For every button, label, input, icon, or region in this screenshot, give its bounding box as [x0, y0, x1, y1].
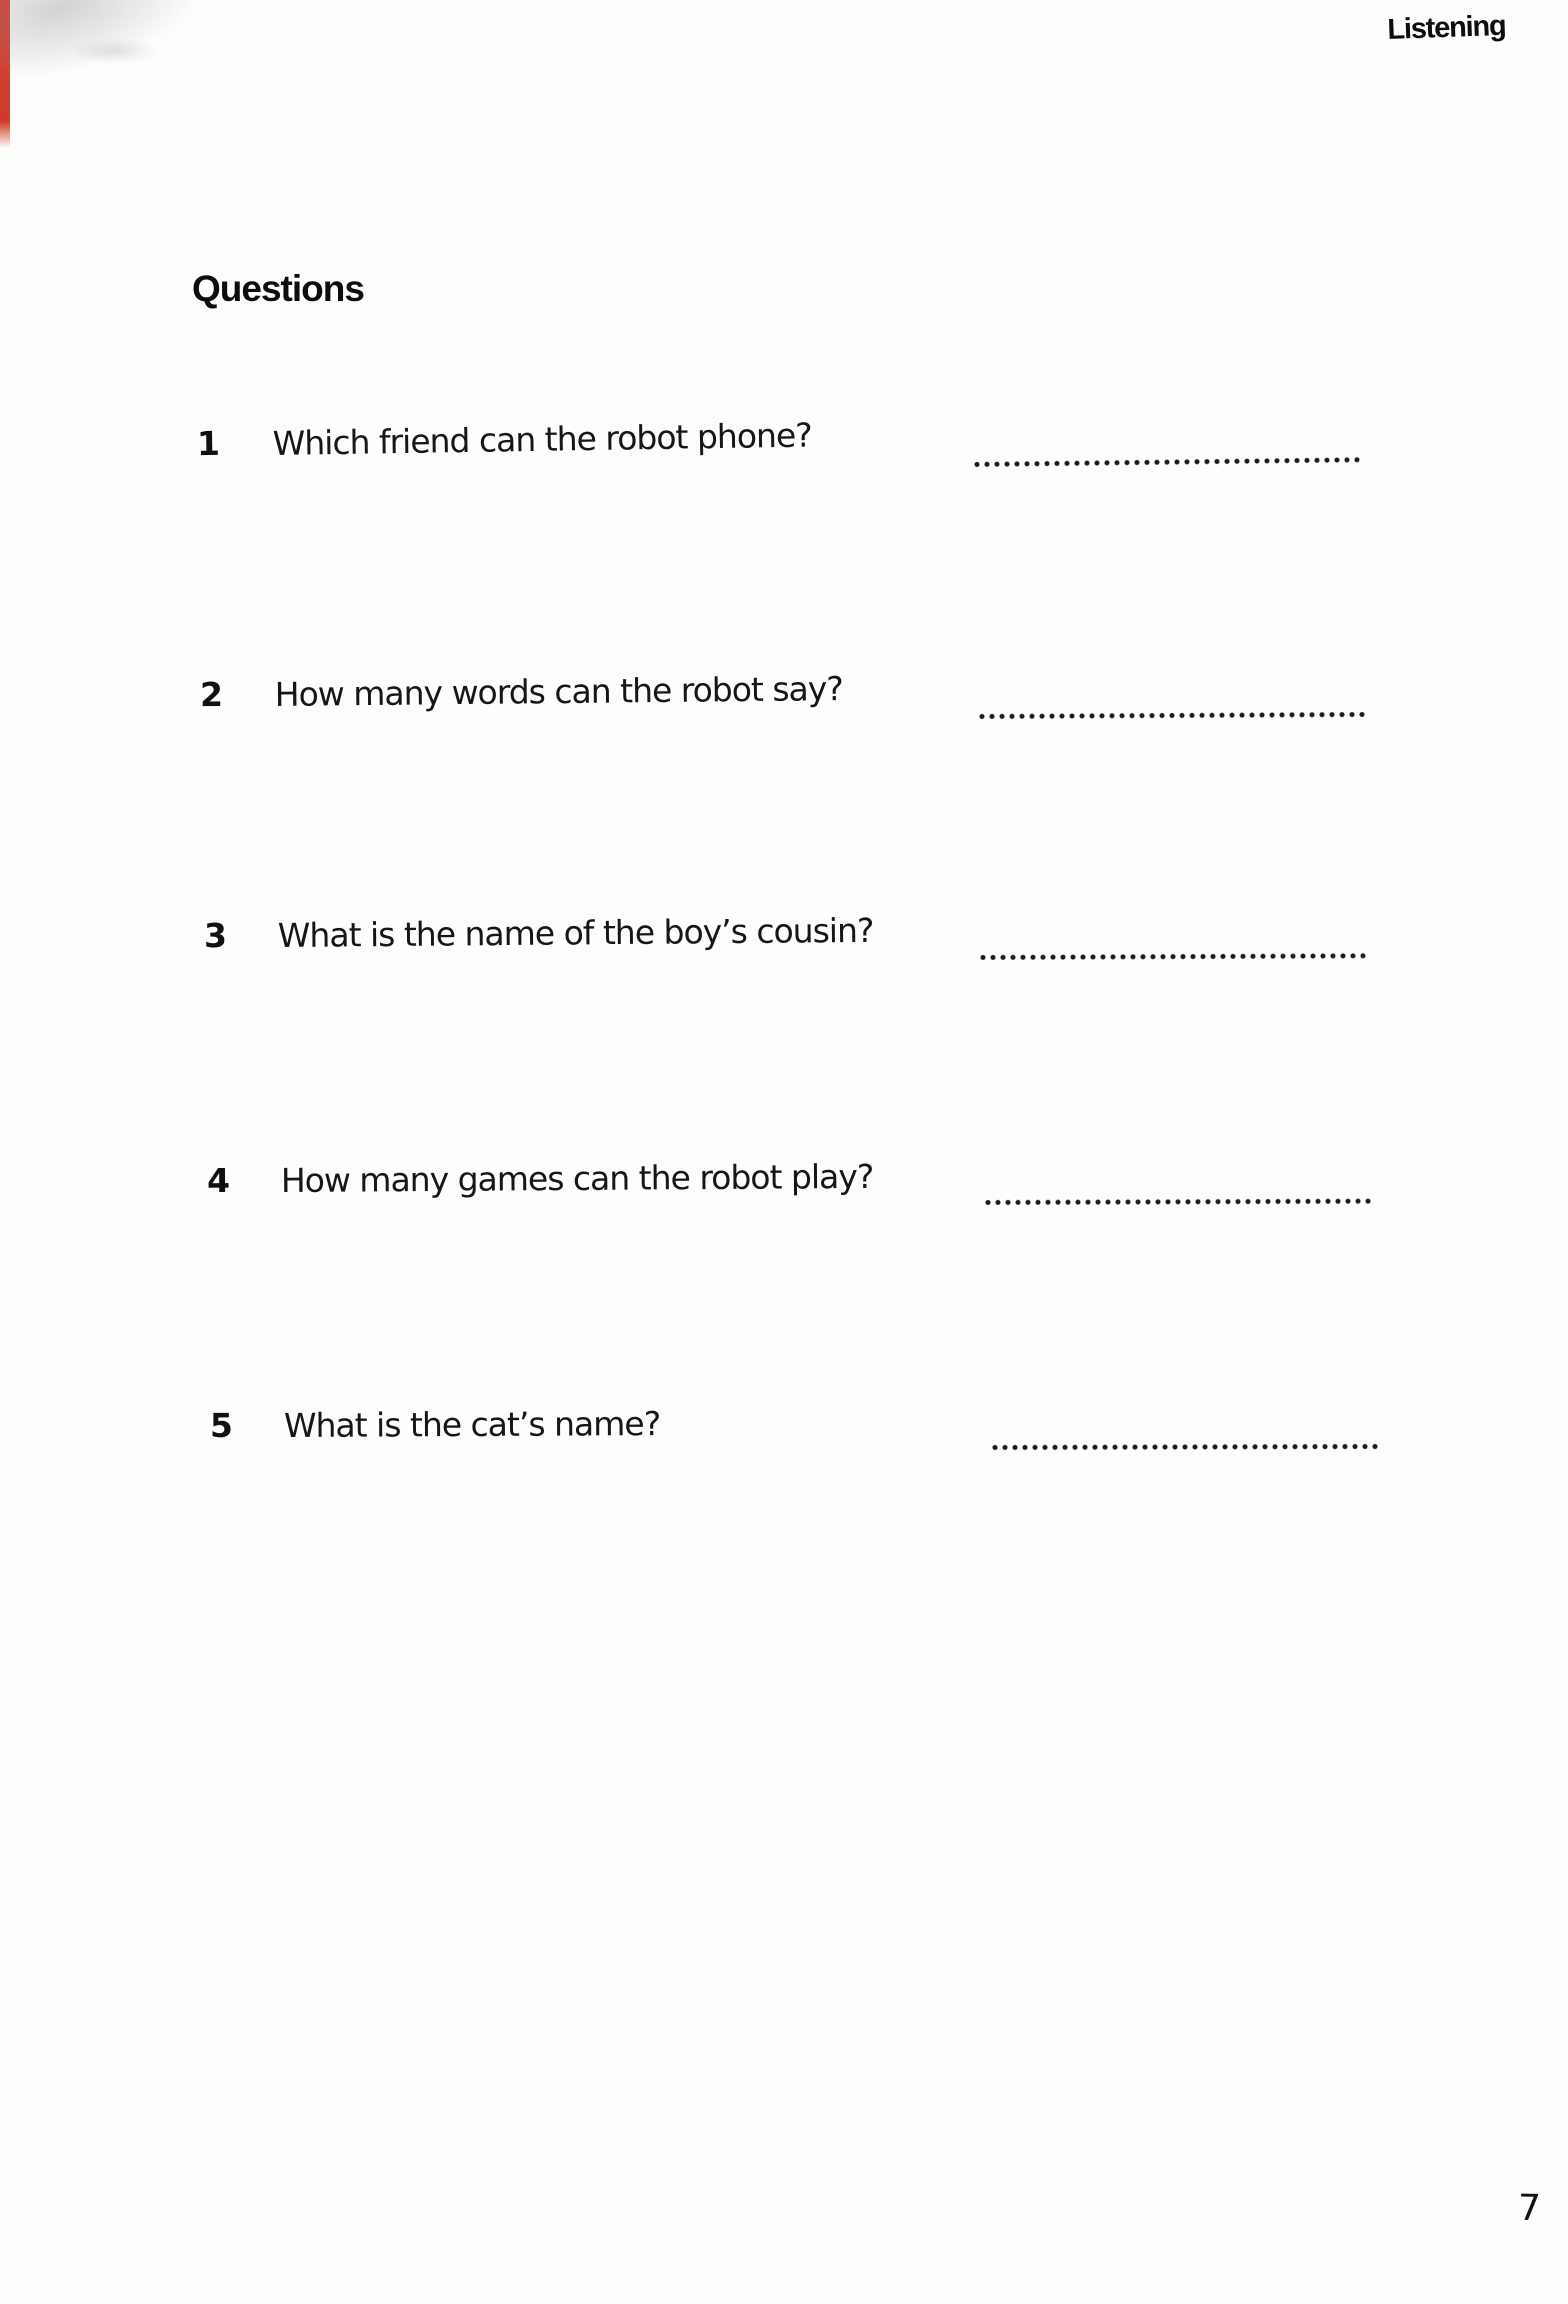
answer-line — [990, 1443, 1378, 1451]
question-number: 3 — [203, 915, 227, 956]
question-text: Which friend can the robot phone? — [272, 415, 813, 463]
answer-line — [978, 952, 1368, 961]
question-number: 5 — [209, 1405, 233, 1446]
answer-line — [977, 711, 1365, 720]
page-title: Questions — [192, 268, 364, 309]
question-text: How many games can the robot play? — [280, 1156, 874, 1200]
question-text: What is the name of the boy’s cousin? — [277, 910, 874, 955]
scan-smudge — [70, 38, 160, 64]
question-number: 2 — [199, 674, 223, 715]
question-text: What is the cat’s name? — [283, 1404, 661, 1445]
question-text: How many words can the robot say? — [274, 669, 844, 714]
section-label: Listening — [1386, 9, 1506, 47]
question-number: 4 — [206, 1160, 230, 1201]
question-number: 1 — [196, 423, 220, 464]
page-number: 7 — [1517, 2187, 1542, 2230]
answer-line — [983, 1198, 1373, 1206]
answer-line — [972, 456, 1364, 468]
